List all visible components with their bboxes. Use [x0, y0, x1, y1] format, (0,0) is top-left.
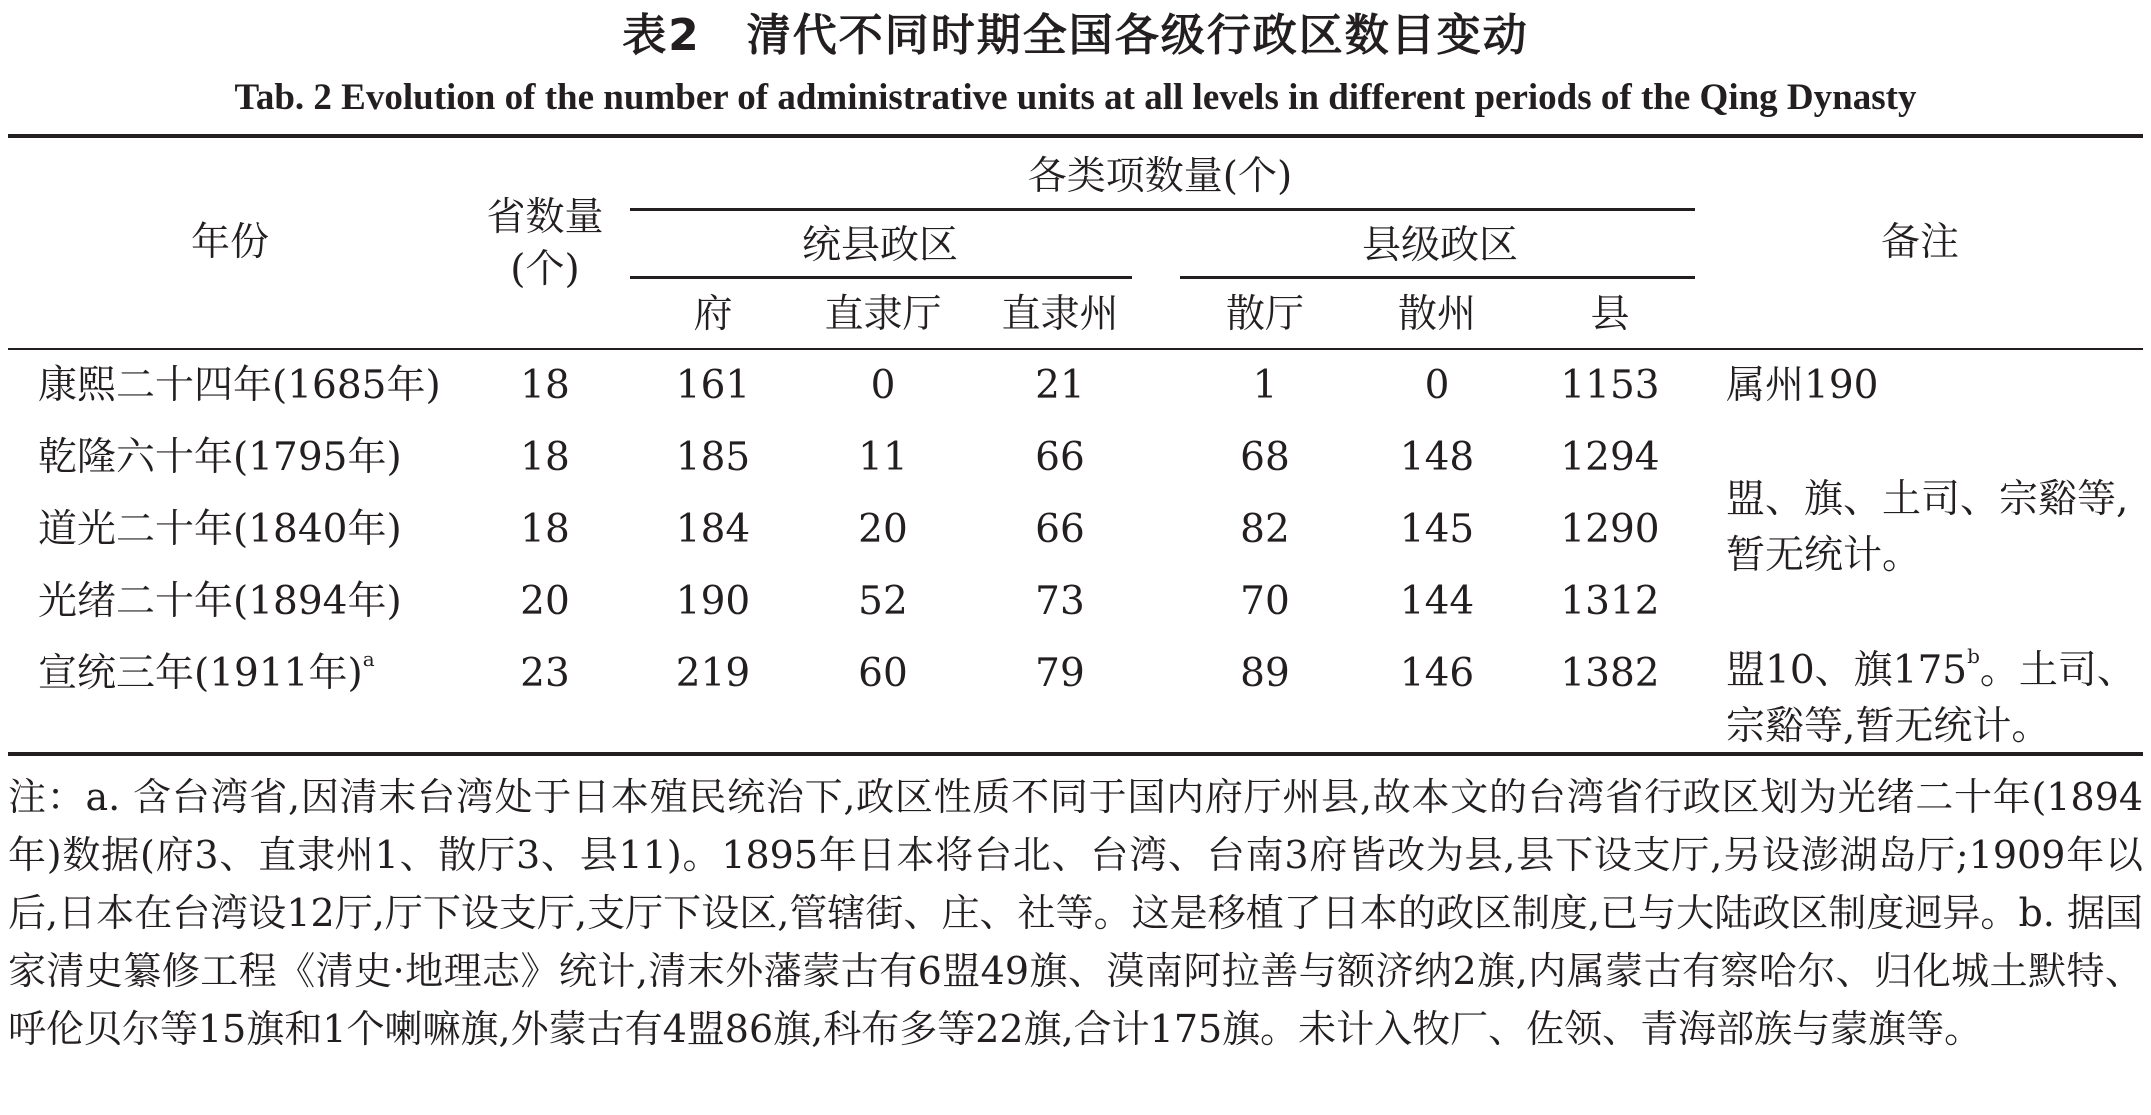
row-1-zhilizhou: 21 [1035, 363, 1085, 408]
row-5-xian: 1382 [1560, 651, 1660, 696]
footnote-marker-b: b [1967, 644, 1980, 668]
row-1-sanzhou: 0 [1424, 363, 1450, 408]
header-remark: 备注 [1880, 220, 1959, 265]
header-counts: 各类项数量(个) [1027, 154, 1293, 199]
row-1-remark: 属州190 [1726, 363, 1879, 408]
header-group-xianji: 县级政区 [1361, 223, 1518, 268]
rows-2-4-remark-line2: 暂无统计。 [1726, 533, 1922, 578]
header-bottom-rule [8, 348, 2143, 350]
row-5-remark-line2: 宗谿等,暂无统计。 [1726, 704, 2051, 749]
row-3-province: 18 [520, 507, 570, 552]
row-1-xian: 1153 [1560, 363, 1660, 408]
row-1-year: 康熙二十四年(1685年) [38, 363, 441, 408]
header-subrule-counts [630, 208, 1695, 211]
row-3-zhilizhou: 66 [1035, 507, 1085, 552]
row-2-zhilizhou: 66 [1035, 435, 1085, 480]
header-xian: 县 [1590, 292, 1630, 337]
row-1-zhiliting: 0 [870, 363, 896, 408]
row-3-fu: 184 [675, 507, 751, 552]
row-2-sanzhou: 148 [1399, 435, 1475, 480]
header-province-line1: 省数量 [486, 195, 604, 240]
row-4-year: 光绪二十年(1894年) [38, 579, 402, 624]
row-5-province: 23 [520, 651, 570, 696]
row-3-xian: 1290 [1560, 507, 1660, 552]
header-zhiliting: 直隶厅 [824, 292, 942, 337]
header-province-line2: (个) [510, 247, 580, 292]
row-4-fu: 190 [675, 579, 751, 624]
row-5-santing: 89 [1240, 651, 1290, 696]
header-sanzhou: 散州 [1397, 292, 1476, 337]
table-title-english: Tab. 2 Evolution of the number of administrative units at all levels in different periods of the Qing Dynasty [234, 77, 1917, 118]
footnote-marker-a: a [362, 647, 375, 671]
top-rule [8, 134, 2143, 138]
row-2-zhiliting: 11 [858, 435, 908, 480]
row-2-santing: 68 [1240, 435, 1290, 480]
row-5-zhilizhou: 79 [1035, 651, 1085, 696]
row-2-fu: 185 [675, 435, 751, 480]
row-5-remark-text-b: 。土司、 [1979, 648, 2136, 693]
row-3-santing: 82 [1240, 507, 1290, 552]
row-5-year-text: 宣统三年(1911年) [38, 651, 363, 696]
row-3-year: 道光二十年(1840年) [38, 507, 402, 552]
header-fu: 府 [693, 292, 733, 337]
header-zhilizhou: 直隶州 [1001, 292, 1119, 337]
rows-2-4-remark-line1: 盟、旗、土司、宗谿等, [1726, 477, 2129, 522]
row-4-zhilizhou: 73 [1035, 579, 1085, 624]
row-4-province: 20 [520, 579, 570, 624]
row-5-fu: 219 [675, 651, 751, 696]
row-1-fu: 161 [675, 363, 751, 408]
row-4-xian: 1312 [1560, 579, 1660, 624]
row-4-sanzhou: 144 [1399, 579, 1475, 624]
row-4-santing: 70 [1240, 579, 1290, 624]
header-santing: 散厅 [1225, 292, 1304, 337]
row-3-sanzhou: 145 [1399, 507, 1475, 552]
table-title-chinese: 表2 清代不同时期全国各级行政区数目变动 [622, 10, 1529, 61]
header-subrule-tongxian [630, 276, 1132, 279]
header-subrule-xianji [1180, 276, 1695, 279]
row-5-remark-line1 [1726, 646, 2136, 696]
table-footnote: 注：a. 含台湾省,因清末台湾处于日本殖民统治下,政区性质不同于国内府厅州县,故本文的台湾省行政区划为光绪二十年(1894年)数据(府3、直隶州1、散厅3、县11)。1895年日本将台北、台湾、台南3府皆改为县,县下设支厅,另设澎湖岛厅;1909年以后,日本在台湾设12厅,厅下设支厅,支厅下设区,管辖街、庄、社等。这是移植了日本的政区制度,已与大陆政区制度迥异。b. 据国家清史纂修工程《清史·地理志》统计,清末外藩蒙古有6盟49旗、漠南阿拉善与额济纳2旗,内属蒙古有察哈尔、归化城土默特、呼伦贝尔等15旗和1个喇嘛旗,外蒙古有4盟86旗,科布多等22旗,合计175旗。未计入牧厂、佐领、青海部族与蒙旗等。 [8, 775, 2143, 1051]
row-3-zhiliting: 20 [858, 507, 908, 552]
row-1-santing: 1 [1252, 363, 1278, 408]
row-2-xian: 1294 [1560, 435, 1660, 480]
row-5-zhiliting: 60 [858, 651, 908, 696]
row-5-remark-text-a: 盟10、旗175 [1726, 648, 1968, 693]
row-2-province: 18 [520, 435, 570, 480]
row-1-province: 18 [520, 363, 570, 408]
header-group-tongxian: 统县政区 [801, 223, 958, 268]
row-2-year: 乾隆六十年(1795年) [38, 435, 402, 480]
header-year: 年份 [190, 220, 269, 265]
row-5-year [38, 649, 375, 699]
row-4-zhiliting: 52 [858, 579, 908, 624]
row-5-sanzhou: 146 [1399, 651, 1475, 696]
bottom-rule [8, 752, 2143, 756]
